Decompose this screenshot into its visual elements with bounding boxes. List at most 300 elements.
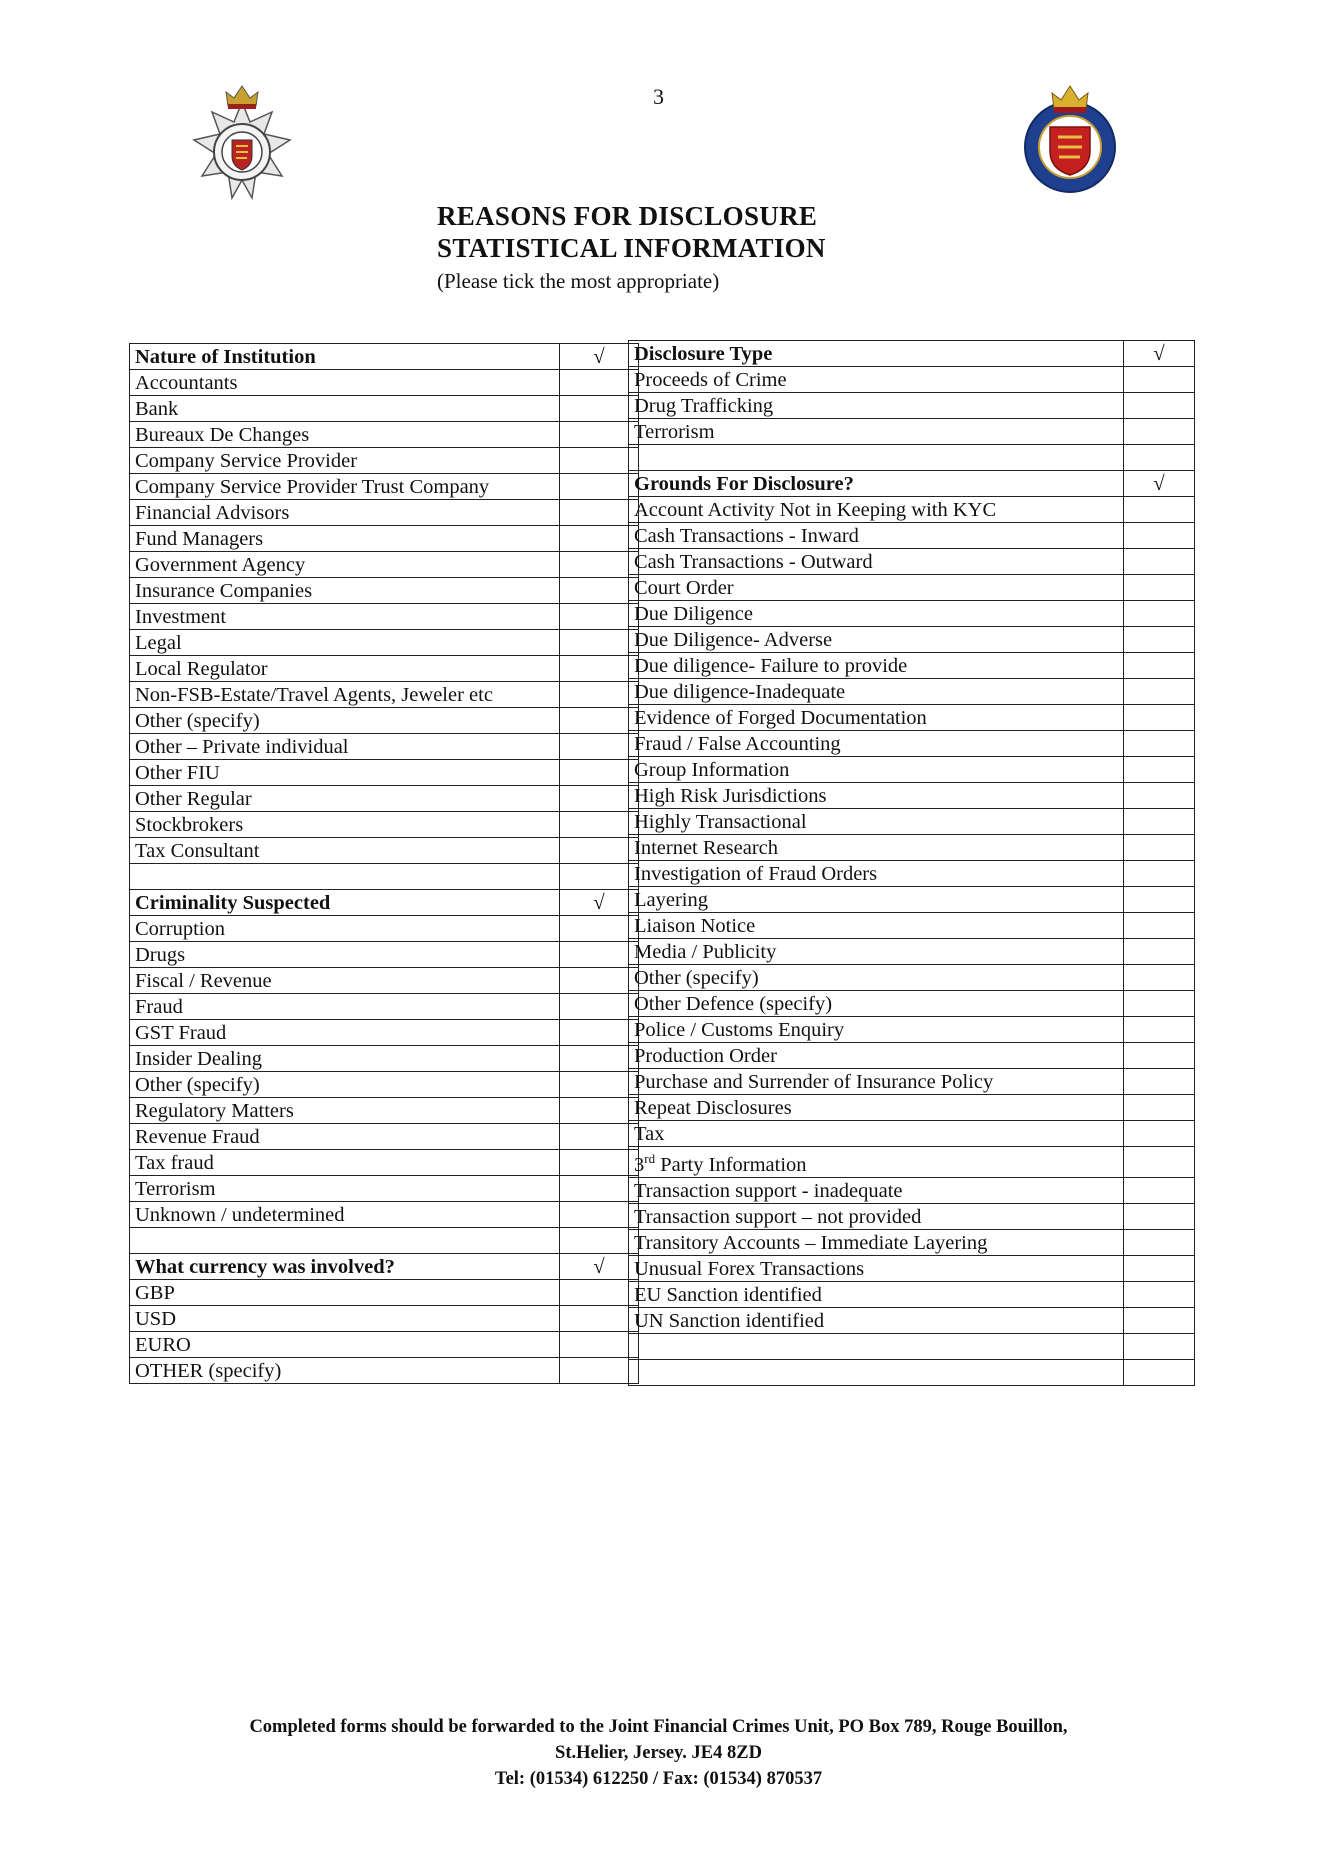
tick-box[interactable] [560,578,639,604]
tick-box-blank [1124,445,1195,471]
left-row [130,630,639,656]
tick-box[interactable] [560,682,639,708]
option-label [130,1280,560,1306]
right-row [629,705,1195,731]
label-text: Regulatory Matters [135,1100,294,1122]
tick-box[interactable] [1124,653,1195,679]
tick-box-blank [1124,1333,1195,1359]
right-row [629,445,1195,471]
label-text: 3 [634,1153,645,1176]
tick-box[interactable] [560,994,639,1020]
option-label [629,523,1124,549]
label-text: Due Diligence [634,603,753,625]
left-row [130,812,639,838]
right-section-header [629,471,1195,497]
option-label [130,916,560,942]
tick-box[interactable] [560,1072,639,1098]
label-text: Transitory Accounts – Immediate Layering [634,1231,988,1254]
option-label [130,474,560,500]
instruction-text: (Please tick the most appropriate) [437,269,720,293]
tick-box[interactable] [560,838,639,864]
left-row [130,1332,639,1358]
label-text: Due diligence- Failure to provide [634,655,908,677]
label-text: Company Service Provider Trust Company [135,476,490,498]
label-text: Other (specify) [135,710,260,732]
label-text: Fraud / False Accounting [634,733,841,755]
option-label [629,393,1124,419]
label-text: Media / Publicity [634,941,777,963]
section-header-label [130,1254,560,1280]
option-label [629,367,1124,393]
label-text: Police / Customs Enquiry [634,1019,845,1041]
right-row [629,861,1195,887]
page-number: 3 [653,84,664,109]
option-label [130,552,560,578]
left-section-header [130,1254,639,1280]
tick-box[interactable] [1124,419,1195,445]
tick-column-header: √ [560,890,639,916]
tick-box[interactable] [560,1046,639,1072]
label-text: Highly Transactional [634,811,807,833]
tick-box[interactable] [560,1332,639,1358]
option-label [629,705,1124,731]
left-row [130,1176,639,1202]
right-row [629,497,1195,523]
footer-line-2: St.Helier, Jersey. JE4 8ZD [555,1743,762,1763]
option-label [130,500,560,526]
label-text: Terrorism [634,421,715,443]
right-row [629,1255,1195,1281]
tick-box[interactable] [560,656,639,682]
right-row [629,757,1195,783]
label-text: UN Sanction identified [634,1309,825,1332]
right-row [629,1069,1195,1095]
label-text: Transaction support - inadequate [634,1179,903,1202]
label-text: Corruption [135,918,225,940]
label-text: Legal [135,632,182,654]
option-label [629,445,1124,471]
right-row [629,1203,1195,1229]
option-label [629,887,1124,913]
option-label [629,757,1124,783]
option-label [130,1332,560,1358]
option-label [130,448,560,474]
label-text: Company Service Provider [135,450,358,472]
left-row [130,864,639,890]
police-badge-logo [188,80,296,205]
option-label [130,1124,560,1150]
tick-box[interactable] [560,448,639,474]
label-text: Cash Transactions - Inward [634,525,859,547]
option-label [130,396,560,422]
tick-box[interactable] [560,1150,639,1176]
label-text: Repeat Disclosures [634,1097,792,1119]
right-row [629,965,1195,991]
option-label [629,1307,1124,1333]
option-label [130,1176,560,1202]
tick-box[interactable] [1124,1069,1195,1095]
left-row [130,760,639,786]
tick-box[interactable] [560,1280,639,1306]
label-text: Bureaux De Changes [135,424,310,446]
label-text: Investigation of Fraud Orders [634,863,878,885]
tick-box[interactable] [1124,1229,1195,1255]
right-row [629,835,1195,861]
label-text: Insider Dealing [135,1048,262,1070]
left-row [130,1046,639,1072]
label-text: Bank [135,398,179,420]
tick-box[interactable] [560,916,639,942]
right-row [629,549,1195,575]
tick-box[interactable] [1124,393,1195,419]
option-label [629,1147,1124,1178]
label-text: What currency was involved? [135,1256,395,1278]
right-row [629,1147,1195,1178]
label-text: Revenue Fraud [135,1126,260,1148]
tick-box[interactable] [560,734,639,760]
footer-line-1: Completed forms should be forwarded to the Joint Financial Crimes Unit, PO Box 789, Rouge Bouillon, [249,1717,1068,1737]
tick-box[interactable] [560,1358,639,1384]
right-row [629,367,1195,393]
option-label [130,1046,560,1072]
left-row [130,1306,639,1332]
tick-box[interactable] [560,1176,639,1202]
tick-box[interactable] [560,942,639,968]
left-row [130,474,639,500]
left-row [130,1202,639,1228]
label-text: Drugs [135,944,186,966]
label-text: Court Order [634,577,734,599]
tick-box[interactable] [1124,1255,1195,1281]
label-text: OTHER (specify) [135,1360,282,1382]
label-text: GBP [135,1282,175,1304]
tick-box[interactable] [560,1098,639,1124]
label-text: Investment [135,606,227,628]
option-label [629,1203,1124,1229]
option-label [629,575,1124,601]
left-row [130,994,639,1020]
title-line-1: REASONS FOR DISCLOSURE [437,201,818,231]
left-row [130,708,639,734]
left-row [130,838,639,864]
left-section-header [130,344,639,370]
label-text: Fiscal / Revenue [135,970,272,992]
tick-box-blank [560,1228,639,1254]
option-label [130,1072,560,1098]
right-row [629,627,1195,653]
option-label [629,913,1124,939]
tick-box[interactable] [560,630,639,656]
option-label [629,731,1124,757]
option-label [629,1281,1124,1307]
option-label [130,942,560,968]
option-label [629,1017,1124,1043]
left-row [130,1020,639,1046]
tick-box[interactable] [560,396,639,422]
left-row [130,1098,639,1124]
right-row [629,1229,1195,1255]
label-text: Accountants [135,372,238,394]
tick-box[interactable] [1124,705,1195,731]
institution-criminality-currency-table [129,343,639,1384]
title-line-2: STATISTICAL INFORMATION [437,233,826,263]
tick-box-blank [1124,1359,1195,1385]
right-row [629,1333,1195,1359]
tick-box[interactable] [1124,757,1195,783]
label-text: Fraud [135,996,183,1018]
option-label [130,838,560,864]
left-row [130,968,639,994]
option-label [130,968,560,994]
tick-box[interactable] [1124,835,1195,861]
label-text: Purchase and Surrender of Insurance Policy [634,1071,994,1093]
label-text: EU Sanction identified [634,1283,822,1306]
left-row [130,396,639,422]
option-label [130,1306,560,1332]
tick-box[interactable] [560,552,639,578]
option-label [130,422,560,448]
tick-box[interactable] [560,708,639,734]
label-text: EURO [135,1334,191,1356]
left-row [130,786,639,812]
option-label [130,630,560,656]
tick-box[interactable] [560,526,639,552]
option-label [130,786,560,812]
tick-box[interactable] [1124,939,1195,965]
label-text: Proceeds of Crime [634,369,787,391]
option-label [629,549,1124,575]
tick-box[interactable] [560,1306,639,1332]
right-row [629,1043,1195,1069]
right-row [629,939,1195,965]
right-row [629,523,1195,549]
left-row [130,370,639,396]
tick-box[interactable] [1124,1307,1195,1333]
option-label [130,370,560,396]
option-label [629,419,1124,445]
tick-box[interactable] [1124,1095,1195,1121]
label-text-continued: Party Information [655,1153,807,1176]
tick-column-header: √ [1124,341,1195,367]
right-row [629,809,1195,835]
option-label [629,1255,1124,1281]
tick-box[interactable] [1124,809,1195,835]
label-text: Due diligence-Inadequate [634,681,846,703]
tick-column-header: √ [1124,471,1195,497]
tick-box[interactable] [1124,1121,1195,1147]
option-label [629,861,1124,887]
tick-box[interactable] [560,760,639,786]
tick-box[interactable] [1124,861,1195,887]
option-label [130,1098,560,1124]
tick-box[interactable] [560,968,639,994]
option-label [130,1228,560,1254]
tick-box[interactable] [1124,627,1195,653]
tick-column-header: √ [560,344,639,370]
option-label [629,1333,1124,1359]
label-text: Cash Transactions - Outward [634,551,873,573]
label-text: Other Regular [135,788,252,810]
label-text: Other FIU [135,762,220,784]
left-row [130,526,639,552]
option-label [130,708,560,734]
left-row [130,942,639,968]
option-label [629,1043,1124,1069]
option-label [130,604,560,630]
tick-box[interactable] [560,422,639,448]
option-label [629,601,1124,627]
right-row [629,913,1195,939]
section-header-label [629,471,1124,497]
left-row [130,1228,639,1254]
label-text: USD [135,1308,177,1330]
option-label [130,734,560,760]
label-text: Transaction support – not provided [634,1205,922,1228]
left-row [130,1072,639,1098]
tick-box[interactable] [1124,783,1195,809]
left-row [130,422,639,448]
label-text: Due Diligence- Adverse [634,629,833,651]
left-row [130,734,639,760]
right-row [629,601,1195,627]
left-row [130,448,639,474]
right-row [629,1121,1195,1147]
label-text: Drug Trafficking [634,395,774,417]
label-text: Unusual Forex Transactions [634,1257,865,1280]
tick-box[interactable] [1124,549,1195,575]
option-label [130,526,560,552]
label-text: Evidence of Forged Documentation [634,707,927,729]
ordinal-suffix: rd [644,1151,656,1166]
left-row [130,1124,639,1150]
tick-box[interactable] [1124,1281,1195,1307]
option-label [629,835,1124,861]
label-text: Other (specify) [634,967,759,989]
tick-box[interactable] [560,1124,639,1150]
right-row [629,731,1195,757]
right-row [629,653,1195,679]
tick-box[interactable] [1124,1147,1195,1178]
tick-box[interactable] [1124,913,1195,939]
label-text: Stockbrokers [135,814,244,836]
option-label [629,1121,1124,1147]
option-label [629,1069,1124,1095]
label-text: Other Defence (specify) [634,993,833,1015]
label-text: Disclosure Type [634,343,773,365]
section-header-label [629,341,1124,367]
tick-box[interactable] [1124,523,1195,549]
label-text: Financial Advisors [135,502,290,524]
tick-box[interactable] [560,786,639,812]
tick-box[interactable] [1124,1017,1195,1043]
label-text: GST Fraud [135,1022,227,1044]
label-text: Layering [634,889,708,911]
tick-box[interactable] [1124,601,1195,627]
option-label [130,1358,560,1384]
label-text: Other (specify) [135,1074,260,1096]
right-row [629,1095,1195,1121]
tick-box[interactable] [1124,367,1195,393]
footer-line-3: Tel: (01534) 612250 / Fax: (01534) 870537 [494,1769,823,1789]
section-header-label [130,890,560,916]
left-row [130,682,639,708]
tick-box[interactable] [1124,1177,1195,1203]
tick-box-blank [560,864,639,890]
option-label [629,783,1124,809]
option-label [130,578,560,604]
form-heading [437,200,826,295]
left-row [130,1280,639,1306]
option-label [629,1359,1124,1385]
label-text: Unknown / undetermined [135,1204,345,1226]
right-row [629,783,1195,809]
option-label [629,679,1124,705]
tick-box[interactable] [1124,1203,1195,1229]
right-row [629,393,1195,419]
label-text: Local Regulator [135,658,268,680]
left-row [130,604,639,630]
tick-box[interactable] [560,1202,639,1228]
tick-box[interactable] [1124,1043,1195,1069]
tick-box[interactable] [560,604,639,630]
right-row [629,575,1195,601]
option-label [130,656,560,682]
disclosure-type-grounds-table [628,340,1195,1386]
option-label [629,1095,1124,1121]
label-text: Government Agency [135,554,306,576]
option-label [130,760,560,786]
label-text: Liaison Notice [634,915,756,937]
label-text: Account Activity Not in Keeping with KYC [634,499,997,521]
tick-box[interactable] [1124,991,1195,1017]
tick-box[interactable] [560,474,639,500]
tick-box[interactable] [560,370,639,396]
right-row [629,1177,1195,1203]
label-text: Insurance Companies [135,580,313,602]
right-row [629,1359,1195,1385]
label-text: Nature of Institution [135,346,316,368]
footer-address [0,1714,1317,1792]
label-text: Tax Consultant [135,840,260,862]
left-row [130,578,639,604]
label-text: Non-FSB-Estate/Travel Agents, Jeweler etc [135,684,493,706]
left-row [130,500,639,526]
option-label [130,1150,560,1176]
label-text: Group Information [634,759,790,781]
tick-box[interactable] [1124,575,1195,601]
label-text: Criminality Suspected [135,892,331,914]
tick-box[interactable] [1124,679,1195,705]
label-text: Other – Private individual [135,736,349,758]
right-row [629,1307,1195,1333]
tick-box[interactable] [560,812,639,838]
option-label [130,1020,560,1046]
tick-box[interactable] [560,500,639,526]
left-row [130,916,639,942]
option-label [629,965,1124,991]
option-label [629,939,1124,965]
right-row [629,991,1195,1017]
tick-box[interactable] [1124,965,1195,991]
tick-box[interactable] [1124,497,1195,523]
right-row [629,1017,1195,1043]
tick-box[interactable] [1124,887,1195,913]
option-label [130,682,560,708]
tick-box[interactable] [560,1020,639,1046]
option-label [130,864,560,890]
tick-box[interactable] [1124,731,1195,757]
right-row [629,419,1195,445]
